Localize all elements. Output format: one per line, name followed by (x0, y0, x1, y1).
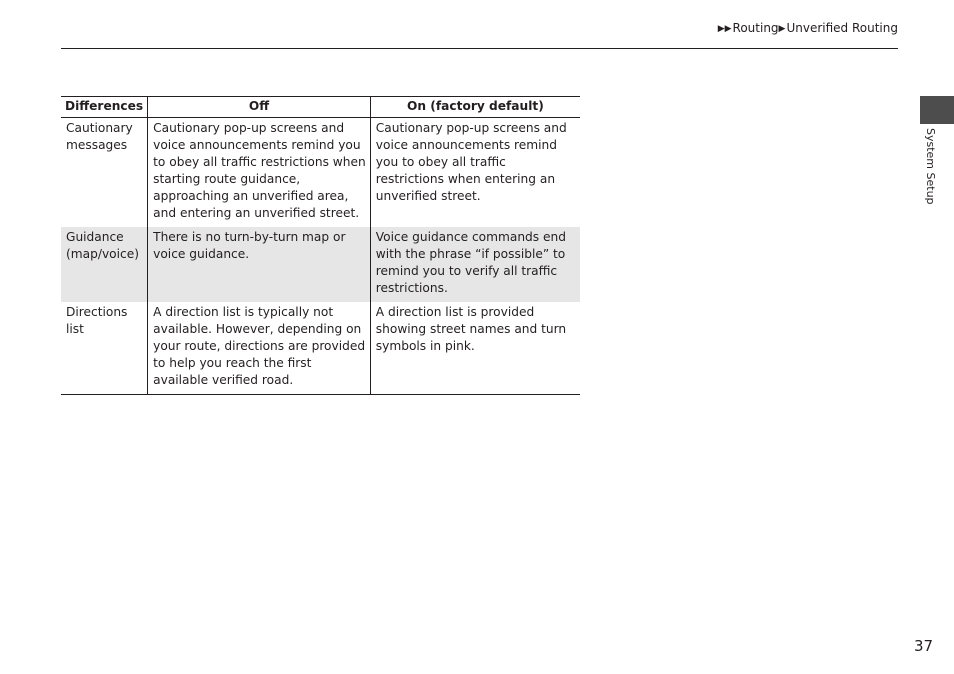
table-row (61, 227, 580, 302)
cell-off: There is no turn-by-turn map or voice guidance. (148, 227, 371, 302)
cell-off: A direction list is typically not available. However, depending on your route, directions are provided to help you reach the first available verified road. (148, 302, 371, 395)
column-header-off: Off (148, 97, 371, 118)
section-tab (920, 96, 954, 124)
breadcrumb (718, 20, 898, 37)
cell-on: Voice guidance commands end with the phrase “if possible” to remind you to verify all traffic restrictions. (370, 227, 580, 302)
column-header-on: On (factory default) (370, 97, 580, 118)
row-label-cautionary-messages: Cautionary messages (66, 121, 133, 152)
cell-on: A direction list is provided showing street names and turn symbols in pink. (370, 302, 580, 395)
table-row (61, 302, 580, 395)
breadcrumb-page: Unverified Routing (786, 21, 898, 35)
table-header-row (61, 97, 580, 118)
double-arrow-icon: ▶▶ (717, 24, 732, 34)
row-label-guidance: Guidance (map/voice) (61, 227, 148, 302)
row-label-directions-list: Directions list (61, 302, 148, 395)
arrow-icon: ▶ (778, 24, 786, 34)
section-tab-label: System Setup (924, 128, 937, 205)
column-header-differences: Differences (61, 97, 148, 118)
breadcrumb-section[interactable]: Routing (732, 21, 779, 35)
cell-on: Cautionary pop-up screens and voice announcements remind you to obey all traffic restrictions when entering an unverified street. (370, 118, 580, 228)
cell-off: Cautionary pop-up screens and voice announcements remind you to obey all traffic restrictions when starting route guidance, approaching an unverified area, and entering an unverified street. (148, 118, 371, 228)
header-divider (61, 48, 898, 49)
page-number: 37 (914, 637, 934, 655)
differences-table (61, 96, 580, 395)
table-row (61, 118, 580, 228)
